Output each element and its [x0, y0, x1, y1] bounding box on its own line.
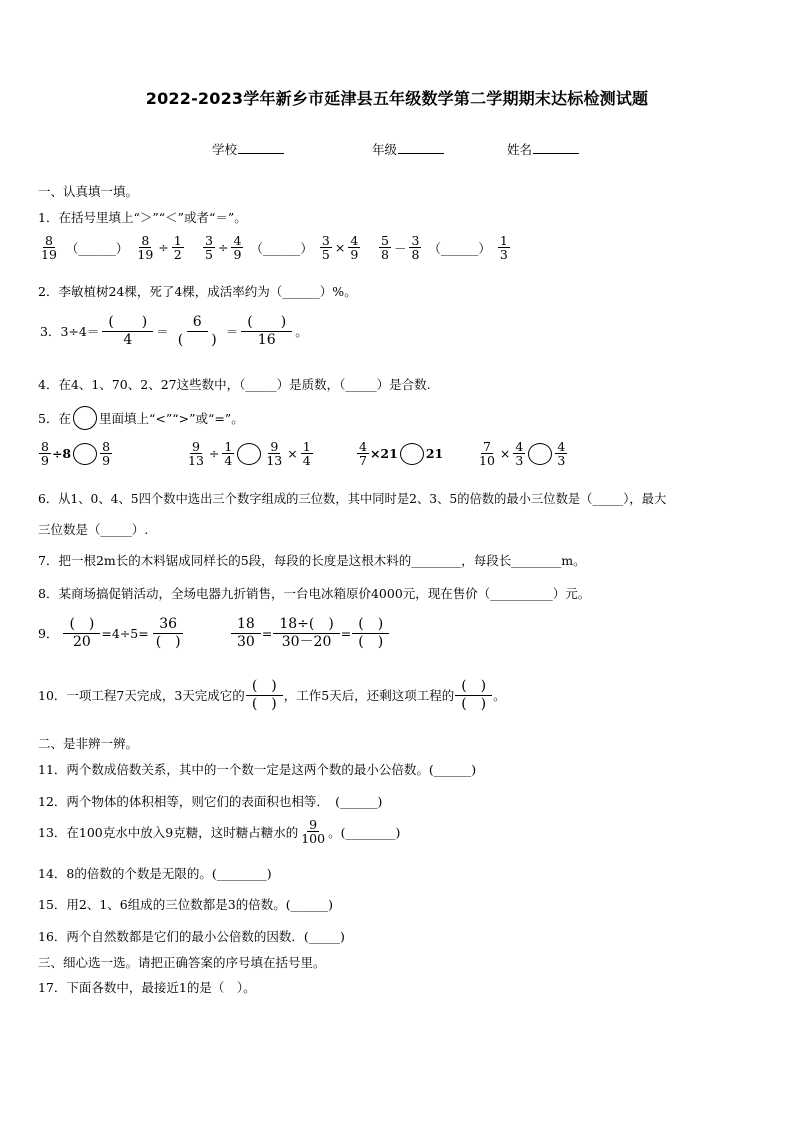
- fraction[interactable]: $\frac{36}{( )}$: [150, 616, 187, 650]
- fraction: $\frac{8}{19}$: [41, 233, 57, 263]
- answer-blank[interactable]: （______）: [428, 240, 491, 256]
- compare-circle: [73, 406, 97, 430]
- fraction: $\frac{4}{3}$: [557, 439, 566, 469]
- fraction: $\frac{4}{3}$: [515, 439, 524, 469]
- grade-blank[interactable]: [398, 141, 444, 154]
- fraction[interactable]: $\frac{( )}{( )}$: [246, 678, 283, 712]
- compare-circle[interactable]: [400, 443, 424, 465]
- question-5: [38, 406, 244, 430]
- fraction[interactable]: $\frac{( )}{( )}$: [455, 678, 492, 712]
- school-field: [212, 140, 284, 158]
- fraction: $\frac{1}{4}$: [224, 439, 233, 469]
- question-12: 12．两个物体的体积相等，则它们的表面积也相等． (______): [38, 794, 383, 809]
- fraction: $\frac{9}{100}$: [301, 817, 326, 847]
- fraction: $\frac{8}{9}$: [102, 439, 111, 469]
- section-1-heading: 一、认真填一填。: [38, 184, 139, 199]
- answer-blank[interactable]: （______）: [65, 240, 129, 256]
- fraction: $\frac{3}{8}$: [411, 233, 420, 263]
- fraction: $\frac{3}{5}$: [321, 233, 330, 263]
- fraction[interactable]: $\frac{( )}{20}$: [63, 616, 100, 650]
- fraction[interactable]: $\frac{( )}{( )}$: [352, 616, 389, 650]
- q1-expression-c: $\frac{5}{8}$ － $\frac{3}{8}$ （______） $\frac{1}{3}$: [381, 233, 508, 263]
- q5-expression-b: $\frac{9}{13}$ ÷ $\frac{1}{4}$ $\frac{9}{13}$ × $\frac{1}{4}$: [188, 439, 311, 469]
- q1-expression-b: $\frac{3}{5}$ ÷ $\frac{4}{9}$ （______） $\frac{3}{5}$ × $\frac{4}{9}$: [205, 233, 359, 263]
- question-8: 8．某商场搞促销活动，全场电器九折销售，一台电冰箱原价4000元，现在售价（__________）元。: [38, 586, 591, 601]
- name-blank[interactable]: [533, 141, 579, 154]
- q5-post: 里面填上“<”“>”或“=”。: [98, 411, 244, 426]
- fraction[interactable]: $\frac{( )}{16}$: [241, 314, 292, 348]
- fraction[interactable]: $\frac{6}{( )}$: [177, 314, 217, 348]
- fraction: $\frac{1}{4}$: [302, 439, 311, 469]
- question-13: 13．在100克水中放入9克糖，这时糖占糖水的 $\frac{9}{100}$ 。(________): [38, 817, 401, 847]
- fraction: $\frac{7}{10}$: [479, 439, 495, 469]
- fraction: $\frac{8}{19}$: [137, 233, 154, 263]
- q5-expression-c: $\frac{4}{7}$ ×21 21: [359, 439, 444, 469]
- q5-expression-a: $\frac{8}{9}$ ÷8 $\frac{8}{9}$: [41, 439, 111, 469]
- fraction: $\frac{1}{3}$: [499, 233, 508, 263]
- q3-prefix: 3．3÷4＝: [40, 324, 100, 340]
- question-15: 15．用2、1、6组成的三位数都是3的倍数。(______): [38, 897, 333, 912]
- fraction: $\frac{18}{30}$: [231, 616, 261, 650]
- grade-label: 年级: [372, 142, 398, 157]
- q5-expression-d: $\frac{7}{10}$ × $\frac{4}{3}$ $\frac{4}{3}$: [479, 439, 566, 469]
- question-7: 7．把一根2m长的木料锯成同样长的5段，每段的长度是这根木料的________，每段长________m。: [38, 553, 586, 568]
- section-2-heading: 二、是非辨一辨。: [38, 736, 139, 751]
- student-info-fields: [0, 140, 794, 160]
- fraction: $\frac{4}{9}$: [233, 233, 242, 263]
- question-16: 16．两个自然数都是它们的最小公倍数的因数．(_____): [38, 929, 345, 944]
- fraction: $\frac{3}{5}$: [205, 233, 213, 263]
- page-title: 2022-2023学年新乡市延津县五年级数学第二学期期末达标检测试题: [145, 89, 649, 108]
- fraction: $\frac{8}{9}$: [41, 439, 49, 469]
- question-6-line-2: 三位数是（_____）.: [38, 522, 149, 537]
- fraction: $\frac{9}{13}$: [188, 439, 204, 469]
- question-3: 3．3÷4＝ $\frac{( )}{4}$ ＝ $\frac{6}{( )}$ ＝ $\frac{( )}{16}$ 。: [40, 314, 308, 348]
- name-label: 姓名: [507, 142, 533, 157]
- q1-expression-a: $\frac{8}{19}$ （______） $\frac{8}{19}$ ÷ $\frac{1}{2}$: [41, 233, 182, 263]
- question-17: 17．下面各数中，最接近1的是（ ）。: [38, 980, 256, 995]
- name-field: [507, 140, 579, 158]
- question-11: 11．两个数成倍数关系，其中的一个数一定是这两个数的最小公倍数。(______): [38, 762, 477, 777]
- section-3-heading: 三、细心选一选。请把正确答案的序号填在括号里。: [38, 955, 326, 970]
- grade-field: [372, 140, 444, 158]
- question-10: 10．一项工程7天完成，3天完成它的 $\frac{( )}{( )}$ ，工作5天后，还剩这项工程的 $\frac{( )}{( )}$ 。: [38, 678, 506, 712]
- compare-circle[interactable]: [73, 443, 97, 465]
- fraction: $\frac{4}{9}$: [350, 233, 359, 263]
- school-blank[interactable]: [238, 141, 284, 154]
- fraction: $\frac{1}{2}$: [173, 233, 182, 263]
- compare-circle[interactable]: [528, 443, 552, 465]
- fraction[interactable]: $\frac{18\div( )}{30-20}$: [273, 616, 339, 650]
- compare-circle[interactable]: [237, 443, 261, 465]
- question-4: 4．在4、1、70、2、27这些数中，（_____）是质数，（_____）是合数.: [38, 377, 431, 392]
- q5-pre: 5．在: [38, 411, 71, 426]
- school-label: 学校: [212, 142, 238, 157]
- question-1: 1．在括号里填上“＞”“＜”或者“＝”。: [38, 210, 247, 225]
- fraction: $\frac{4}{7}$: [359, 439, 367, 469]
- fraction[interactable]: $\frac{( )}{4}$: [102, 314, 153, 348]
- fraction: $\frac{9}{13}$: [266, 439, 283, 469]
- question-14: 14．8的倍数的个数是无限的。(________): [38, 866, 272, 881]
- question-2: 2．李敏植树24棵，死了4棵，成活率约为（______）%。: [38, 284, 357, 299]
- answer-blank[interactable]: （______）: [250, 240, 313, 256]
- fraction: $\frac{5}{8}$: [381, 233, 389, 263]
- question-6-line-1: 6．从1、0、4、5四个数中选出三个数字组成的三位数，其中同时是2、3、5的倍数的最小三位数是（_____），最大: [38, 492, 667, 506]
- question-9-b: $\frac{18}{30}$ = $\frac{18\div( )}{30-20}$ = $\frac{( )}{( )}$: [230, 616, 390, 650]
- question-9: 9． $\frac{( )}{20}$ =4÷5= $\frac{36}{( )}$: [38, 616, 188, 650]
